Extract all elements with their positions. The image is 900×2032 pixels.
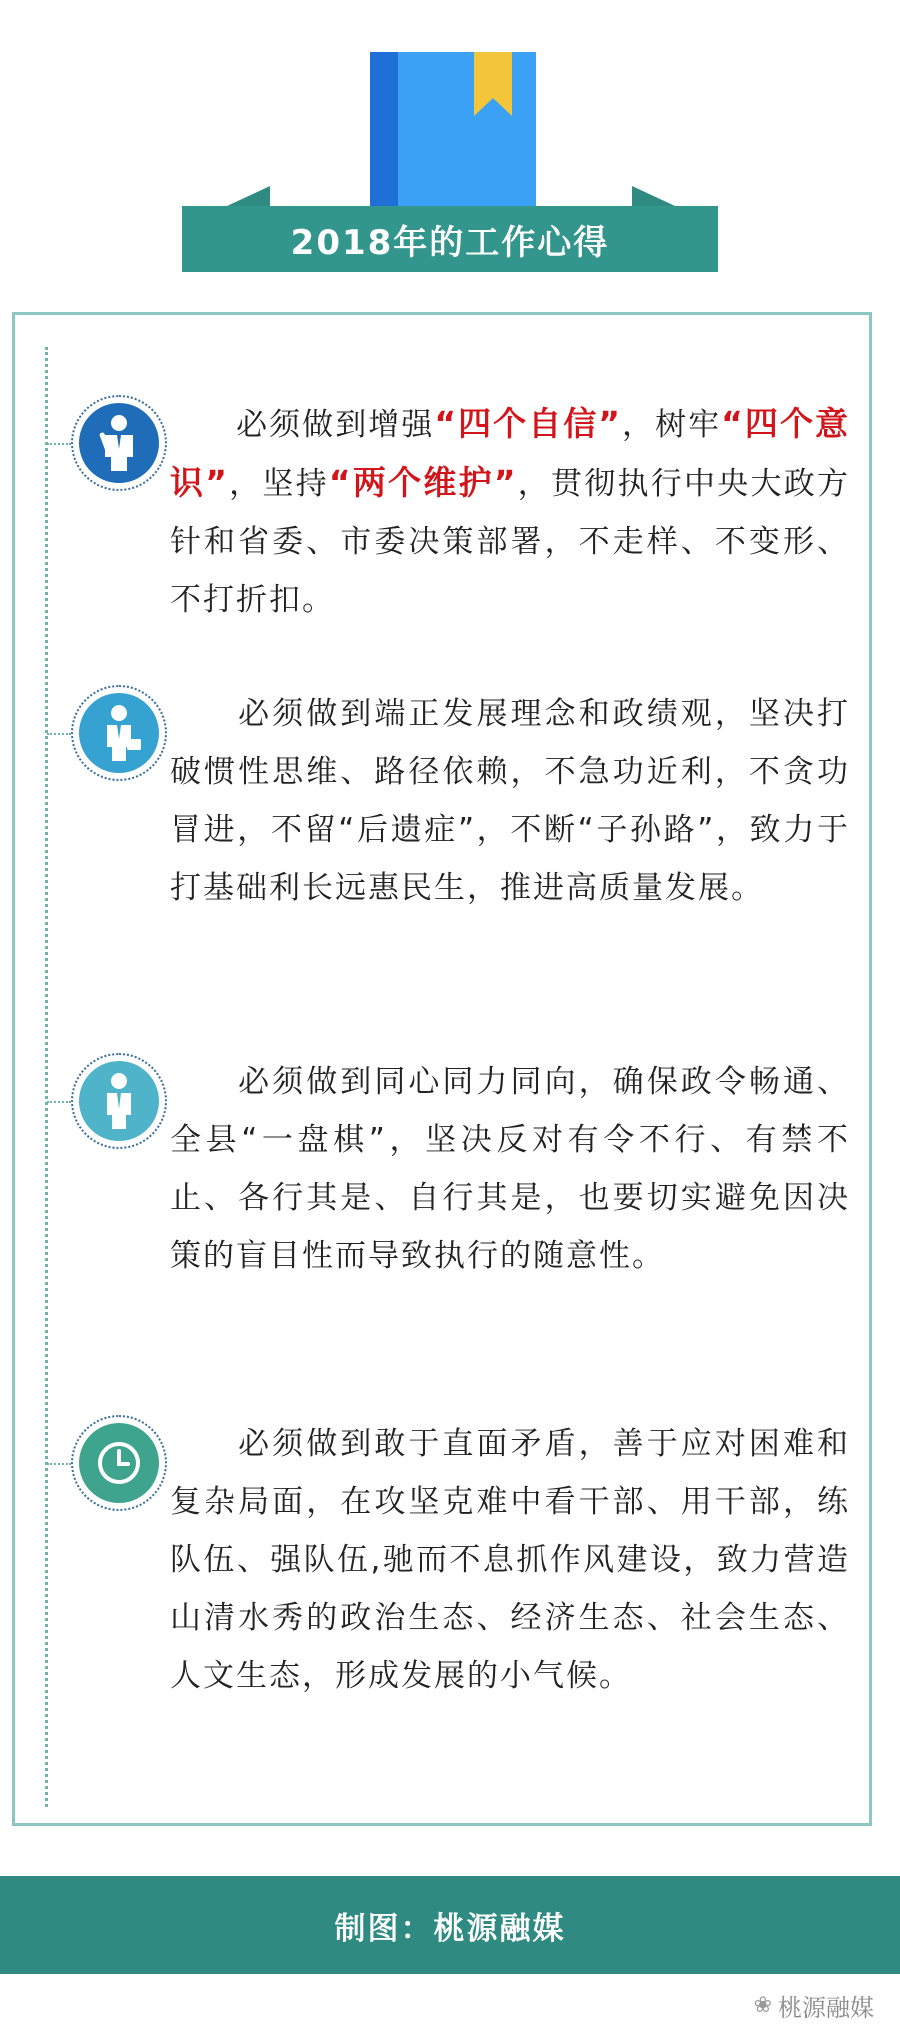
item-text <box>170 1053 850 1285</box>
text-segment: 必须做到同心同力同向，确保政令畅通、全县“一盘棋”，坚决反对有令不行、有禁不止、各行其是、自行其是，也要切实避免因决策的盲目性而导致执行的随意性。 <box>170 1064 850 1274</box>
highlight-phrase: “四个自信” <box>434 404 622 443</box>
timeline-dotted-line <box>45 347 48 1807</box>
highlight-phrase: “四个意识” <box>170 404 850 502</box>
item-text <box>170 685 850 917</box>
footer-credit: 制图：桃源融媒 <box>0 1876 900 1974</box>
page-title: 2018年的工作心得 <box>182 206 718 272</box>
text-segment: 必须做到端正发展理念和政绩观，坚决打破惯性思维、路径依赖，不急功近利，不贪功冒进，不留“后遗症”，不断“子孙路”，致力于打基础利长远惠民生，推进高质量发展。 <box>170 696 850 906</box>
watermark-text: 桃源融媒 <box>778 1994 874 2022</box>
content-panel <box>12 312 872 1826</box>
book-icon <box>370 52 536 212</box>
text-segment: ，树牢 <box>621 407 722 443</box>
text-segment: ，坚持 <box>228 466 329 502</box>
businessman-tie-icon <box>71 1053 167 1149</box>
text-segment: ，贯彻执行中央大政方针和省委、市委决策部署，不走样、不变形、不打折扣。 <box>170 466 850 618</box>
text-segment: 必须做到增强 <box>170 407 435 443</box>
businessman-briefcase-icon <box>71 685 167 781</box>
item-text <box>170 1415 850 1705</box>
item-text <box>170 395 850 629</box>
watermark <box>754 1988 874 2023</box>
highlight-phrase: “两个维护” <box>328 463 518 502</box>
text-segment: 必须做到敢于直面矛盾，善于应对困难和复杂局面，在攻坚克难中看干部、用干部，练队伍、强队伍,驰而不息抓作风建设，致力营造山清水秀的政治生态、经济生态、社会生态、人文生态，形成发展的小气候。 <box>170 1426 850 1694</box>
wechat-icon: ❀ <box>753 1993 772 2018</box>
clock-icon <box>71 1415 167 1511</box>
header-banner <box>0 0 900 300</box>
businessman-icon <box>71 395 167 491</box>
